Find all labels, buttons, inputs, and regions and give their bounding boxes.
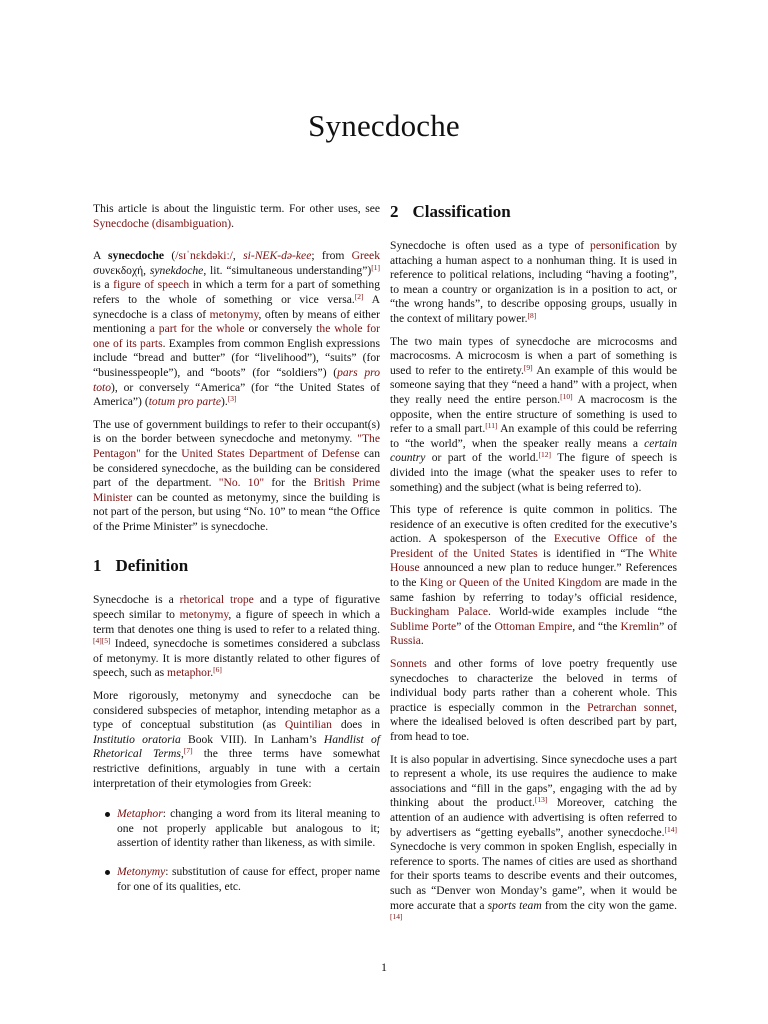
text-run: A (93, 249, 109, 263)
list-item-text (117, 865, 380, 894)
text-run: The figure of speech is divided into the image (what the speaker uses to refer to something) and the subject (what is being referred to). (390, 451, 677, 494)
text-run: , lit. “simultaneous understanding”) (203, 263, 372, 277)
text-run: A synecdoche is a class of (93, 292, 380, 321)
citation-link[interactable]: [14] (390, 912, 403, 922)
text-run: More rigorously, metonymy and synecdoche can be considered subspecies of metaphor, intending metaphor as a type of conceptual substitution (as (93, 689, 380, 732)
article-link[interactable]: Sublime Porte (390, 619, 457, 633)
article-link[interactable]: metonymy (209, 307, 259, 321)
text-run: , often by means of either mentioning (93, 307, 380, 336)
hatnote (93, 202, 380, 231)
article-link[interactable]: British Prime Minister (93, 476, 380, 504)
text-run: or conversely (244, 322, 317, 336)
article-link[interactable]: Greek (351, 249, 380, 263)
text-run: certain country (390, 436, 677, 465)
article-link[interactable]: Buckingham Palace (390, 605, 488, 619)
article-link[interactable]: pars pro toto (93, 365, 380, 394)
article-link[interactable]: totum pro parte (148, 395, 222, 409)
section-heading-definition (93, 556, 380, 576)
article-link[interactable]: Petrarchan sonnet (587, 700, 675, 714)
article-link[interactable]: si-NEK-də-kee (243, 249, 312, 263)
citation-link[interactable]: [7] (183, 746, 193, 756)
section-number: 2 (390, 202, 399, 221)
article-link[interactable]: Metaphor (117, 807, 163, 821)
list-item-text (117, 807, 380, 851)
text-run: sports team (487, 898, 542, 912)
section-title: Definition (115, 556, 189, 576)
article-link[interactable]: /sɪˈnɛkdəkiː/ (175, 249, 233, 263)
text-run: , (180, 747, 184, 761)
definition-paragraph-1 (93, 593, 380, 681)
text-run: . (210, 666, 214, 680)
text-run: the three terms have somewhat restrictive definitions, arguably in tune with a certain interpretation of their etymologies from Greek: (93, 747, 380, 790)
citation-link[interactable]: [13] (534, 795, 548, 805)
text-run: Synecdoche is very common in spoken English, especially in reference to sports. The names of cities are used as shorthand for their sports teams to describe events and their outcomes, such as “Denver won Monday’s game”, when it would be more accurate that a (390, 840, 677, 912)
intro-paragraph-2 (93, 418, 380, 535)
section-heading-classification (390, 202, 677, 222)
hatnote-text: This article is about the linguistic term. For other uses, see (93, 202, 380, 215)
text-run: ” of the (456, 619, 495, 633)
text-run: ; from (311, 249, 352, 263)
text-run: συνεκδοχή, (93, 263, 150, 277)
classification-paragraph-2 (390, 335, 677, 496)
classification-paragraph-4 (390, 657, 677, 745)
text-run: , and “the (572, 619, 621, 633)
text-run: Indeed, synecdoche is sometimes considered a subclass of metonymy. It is more distantly related to other figures of speech, such as (93, 637, 380, 680)
hatnote-end: . (231, 216, 235, 230)
text-run: Synecdoche is often used as a type of (390, 239, 591, 252)
text-run: . Examples from common English expressions include “bread and butter” (for “livelihood”), “suits” (for “businesspeople”), and “boots” (for “soldiers”) ( (93, 336, 380, 379)
text-run: can be considered synecdoche, as the building can be considered part of the department. (93, 446, 380, 490)
text-run: Moreover, catching the attention of an audience with advertising is often referred to by advertisers as “getting eyeballs”, another synecdoche. (390, 796, 677, 839)
text-run: synecdoche (108, 249, 165, 263)
bullet-icon (105, 812, 110, 817)
article-link[interactable]: Russia (390, 634, 421, 648)
text-run: ( (164, 249, 176, 263)
citation-link[interactable]: [10] (560, 391, 573, 401)
text-run: ), or conversely “America” (for “the United States of America”) ( (93, 380, 380, 409)
page-number: 1 (381, 960, 387, 974)
article-link[interactable]: Executive Office of the President of the United States (390, 532, 677, 560)
text-run: The two main types of synecdoche are microcosms and macrocosms. A microcosm is when a part of something is used to refer to the entirety. (390, 334, 677, 377)
citation-link[interactable]: [6] (213, 665, 222, 675)
text-run: ). (221, 395, 228, 409)
text-run: is a (93, 278, 114, 292)
text-run: announced a new plan to reduce hunger.” References to the (390, 561, 677, 590)
section-number: 1 (93, 556, 102, 576)
text-run: are made in the same fashion by referring to today’s official residence, (390, 576, 677, 604)
text-run: It is also popular in advertising. Since synecdoche uses a part to represent a whole, its use requires the audience to make associations and “fill in the gaps”, engaging with the ad by thinking about the product. (390, 752, 677, 810)
article-link[interactable]: White House (390, 546, 677, 575)
text-run: from the city won the game. (541, 898, 677, 912)
article-link[interactable]: United States Department of Defense (181, 446, 360, 460)
citation-link[interactable]: [12] (538, 450, 551, 460)
intro-paragraph-1 (93, 249, 380, 410)
article-link[interactable]: Metonymy (117, 864, 166, 878)
article-link[interactable]: Quintilian (284, 718, 332, 732)
citation-link[interactable]: [3] (227, 394, 237, 404)
text-run: Synecdoche is a (93, 593, 180, 607)
article-link[interactable]: personification (590, 239, 660, 252)
text-run: ” of (659, 619, 677, 633)
citation-link[interactable]: [9] (523, 362, 533, 372)
text-run: The use of government buildings to refer to their occupant(s) is on the border between synecdoche and metonymy. (93, 417, 380, 446)
text-run: or part of the world. (425, 451, 539, 465)
text-run: , (232, 249, 244, 263)
page-title: Synecdoche (308, 108, 460, 143)
text-run: synekdoche (149, 263, 204, 277)
article-link[interactable]: the whole for one of its parts (93, 322, 381, 350)
article-link[interactable]: rhetorical trope (179, 593, 254, 607)
classification-paragraph-5 (390, 753, 677, 928)
text-run: This type of reference is quite common in politics. The residence of an executive is often credited for the executive’s action. A spokesperson of the (390, 503, 677, 546)
article-link[interactable]: metaphor (167, 666, 211, 680)
citation-link[interactable]: [4][5] (93, 636, 111, 646)
text-run: An example of this could be referring to “the world”, when the speaker really means a (390, 422, 677, 450)
bullet-icon (105, 870, 110, 875)
list-item (93, 865, 380, 894)
text-run: , a figure of speech in which a term that denotes one thing is used to refer to a related thing. (93, 608, 380, 636)
text-run: , where the idealised beloved is often described part by part, from head to toe. (390, 700, 677, 743)
definition-paragraph-2 (93, 689, 380, 791)
classification-paragraph-3 (390, 503, 677, 649)
text-run: Institutio oratoria (93, 732, 181, 746)
text-run: by attaching a human aspect to a nonhuman thing. It is used in reference to political relations, including “having a footing”, to mean a country or organization is in a position to act, or “the wrong hands”, to describe opposing groups, usually in the context of military power. (390, 239, 678, 325)
text-run: A macrocosm is the opposite, when the entire structure of something is used to refer to a small part. (390, 392, 678, 436)
text-run: and other forms of love poetry frequently use synecdoches to characterize the beloved in terms of individual body parts rather than a coherent whole. This practice is especially common in the (390, 657, 677, 714)
article-link[interactable]: metonymy (179, 608, 229, 622)
text-run: for the (264, 476, 314, 490)
left-column (93, 202, 380, 908)
citation-link[interactable]: [8] (527, 310, 537, 320)
text-run: Book VIII). In Lanham’s (180, 732, 324, 746)
text-run: . (420, 634, 424, 648)
text-run: for the (140, 446, 182, 460)
article-link[interactable]: "The Pentagon" (93, 432, 380, 460)
text-run: in which a term for a part of something refers to the whole of something or vice versa. (93, 278, 380, 306)
article-link[interactable]: Ottoman Empire (494, 619, 573, 633)
citation-link[interactable]: [14] (664, 824, 677, 834)
text-run: : changing a word from its literal meaning to one not properly applicable but analogous to it; assertion of identity rather than likeness, as with simile. (117, 807, 380, 850)
disambiguation-link[interactable]: Synecdoche (disambiguation) (93, 216, 232, 230)
citation-link[interactable]: [2] (354, 291, 364, 301)
article-link[interactable]: "No. 10" (218, 476, 265, 490)
text-run: An example of this would be someone saying that they “need a hand” with a project, when they really need the entire person. (390, 363, 678, 406)
section-title: Classification (412, 202, 511, 221)
article-link[interactable]: Kremlin (620, 619, 660, 633)
right-column (390, 202, 677, 936)
text-run: does in (331, 718, 380, 732)
article-link[interactable]: King or Queen of the United Kingdom (419, 576, 602, 590)
text-run: . World-wide examples include “the (488, 605, 677, 619)
article-link[interactable]: figure of speech (113, 278, 190, 292)
citation-link[interactable]: [11] (485, 421, 498, 431)
text-run: : substitution of cause for effect, proper name for one of its qualities, etc. (117, 864, 380, 893)
article-link[interactable]: a part for the whole (149, 322, 245, 336)
list-item (93, 807, 380, 851)
figures-list (93, 807, 380, 894)
classification-paragraph-1 (390, 239, 677, 327)
text-run: can be counted as metonymy, since the building is not part of the person, but using “No. 10” to mean “the Office of the Prime Minister” is synecdoche. (93, 490, 380, 533)
text-run: Handlist of Rhetorical Terms (93, 732, 381, 761)
text-run: and a type of figurative speech similar to (93, 593, 380, 622)
text-run: is identified in “The (537, 546, 649, 560)
article-link[interactable]: Sonnets (390, 657, 427, 671)
citation-link[interactable]: [1] (371, 262, 380, 272)
